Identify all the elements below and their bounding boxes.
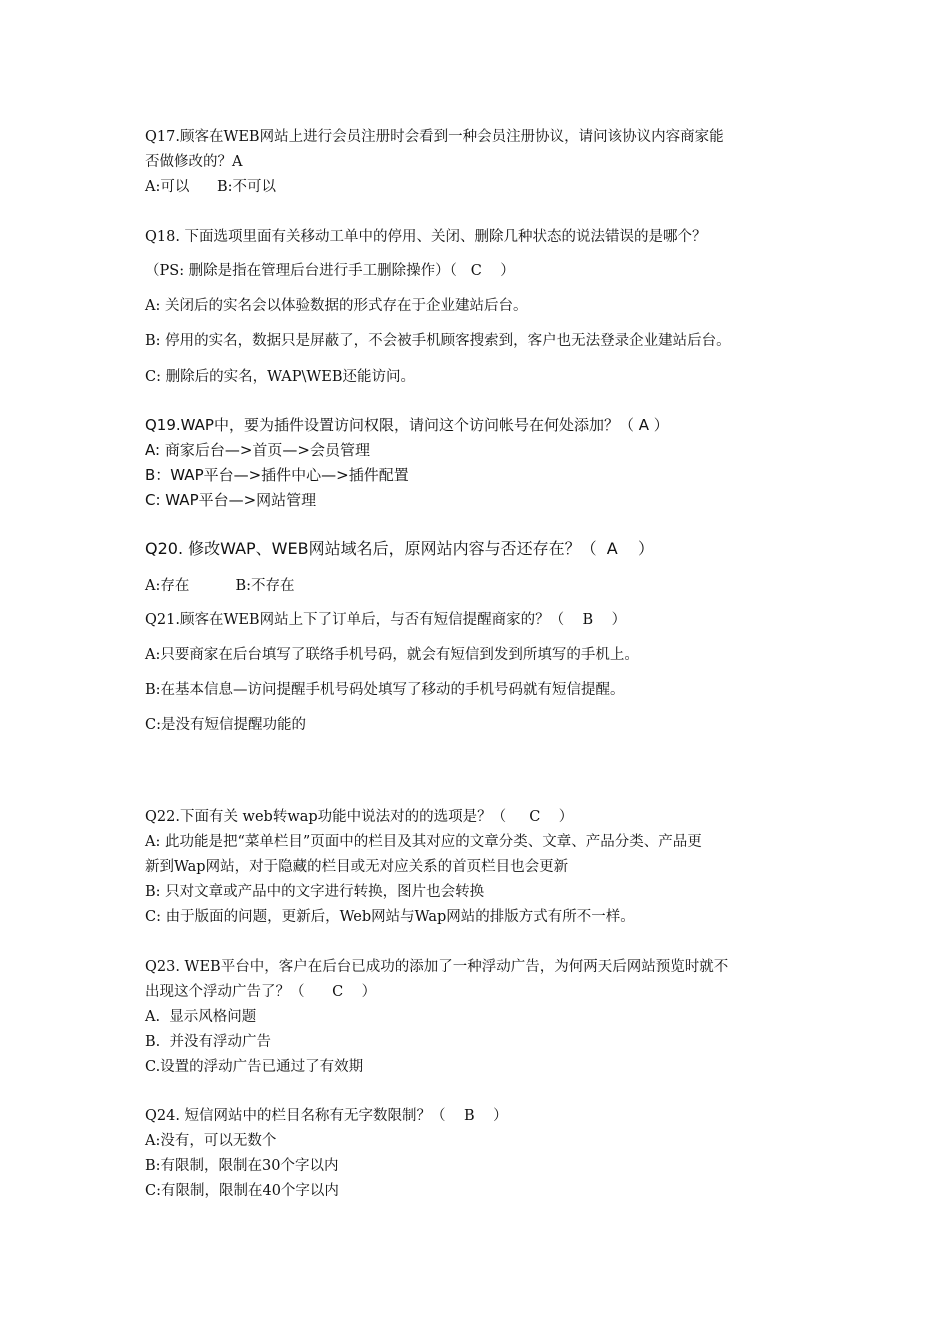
question-22-option-b: B: 只对文章或产品中的文字进行转换，图片也会转换	[145, 884, 485, 900]
question-19-option-a: A: 商家后台—>首页—>会员管理	[145, 441, 370, 459]
question-21-option-b: B:在基本信息—访问提醒手机号码处填写了移动的手机号码就有短信提醒。	[145, 682, 625, 698]
question-23-line-1: Q23. WEB平台中，客户在后台已成功的添加了一种浮动广告，为何两天后网站预览时就不	[145, 959, 729, 975]
question-23-option-c: C.设置的浮动广告已通过了有效期	[145, 1059, 364, 1075]
question-23-option-b: B. 并没有浮动广告	[145, 1034, 271, 1050]
question-21-line-1: Q21.顾客在WEB网站上下了订单后，与否有短信提醒商家的？（ B ）	[145, 612, 627, 628]
question-17-options: A:可以 B:不可以	[145, 179, 277, 195]
question-20-options: A:存在 B:不存在	[145, 578, 295, 594]
question-22-line-1: Q22.下面有关 web转wap功能中说法对的的选项是？（ C ）	[145, 809, 574, 825]
question-18-option-b: B: 停用的实名，数据只是屏蔽了，不会被手机顾客搜索到，客户也无法登录企业建站后台。	[145, 333, 731, 349]
question-18-option-a: A: 关闭后的实名会以体验数据的形式存在于企业建站后台。	[145, 298, 528, 314]
question-24-option-b: B:有限制，限制在30个字以内	[145, 1158, 339, 1174]
question-23-line-2: 出现这个浮动广告了？（ C ）	[145, 984, 377, 1000]
question-18-option-c: C: 删除后的实名，WAP\WEB还能访问。	[145, 369, 416, 385]
question-22-option-c: C: 由于版面的问题，更新后，Web网站与Wap网站的排版方式有所不一样。	[145, 909, 635, 925]
question-19-option-b: B：WAP平台—>插件中心—>插件配置	[145, 466, 409, 484]
question-19-option-c: C: WAP平台—>网站管理	[145, 491, 317, 509]
question-21-option-c: C:是没有短信提醒功能的	[145, 717, 306, 733]
question-24-line-1: Q24. 短信网站中的栏目名称有无字数限制？（ B ）	[145, 1108, 508, 1124]
question-20-line-1: Q20. 修改WAP、WEB网站域名后，原网站内容与否还存在？（ A ）	[145, 539, 655, 558]
question-18-line-1: Q18. 下面选项里面有关移动工单中的停用、关闭、删除几种状态的说法错误的是哪个？	[145, 229, 707, 245]
question-22-option-a-line-1: A: 此功能是把“菜单栏目”页面中的栏目及其对应的文章分类、文章、产品分类、产品更	[145, 834, 702, 850]
question-21-option-a: A:只要商家在后台填写了联络手机号码，就会有短信到发到所填写的手机上。	[145, 647, 639, 663]
question-23-option-a: A. 显示风格问题	[145, 1009, 257, 1025]
question-22-option-a-line-2: 新到Wap网站，对于隐藏的栏目或无对应关系的首页栏目也会更新	[145, 859, 569, 875]
question-17-line-1: Q17.顾客在WEB网站上进行会员注册时会看到一种会员注册协议，请问该协议内容商家能	[145, 129, 724, 145]
question-24-option-c: C:有限制，限制在40个字以内	[145, 1183, 339, 1199]
question-17-line-2: 否做修改的？A	[145, 154, 243, 170]
question-19-line-1: Q19.WAP中，要为插件设置访问权限，请问这个访问帐号在何处添加？（ A ）	[145, 416, 669, 434]
question-18-line-2: （PS: 删除是指在管理后台进行手工删除操作）（ C ）	[145, 263, 515, 279]
question-24-option-a: A:没有，可以无数个	[145, 1133, 277, 1149]
